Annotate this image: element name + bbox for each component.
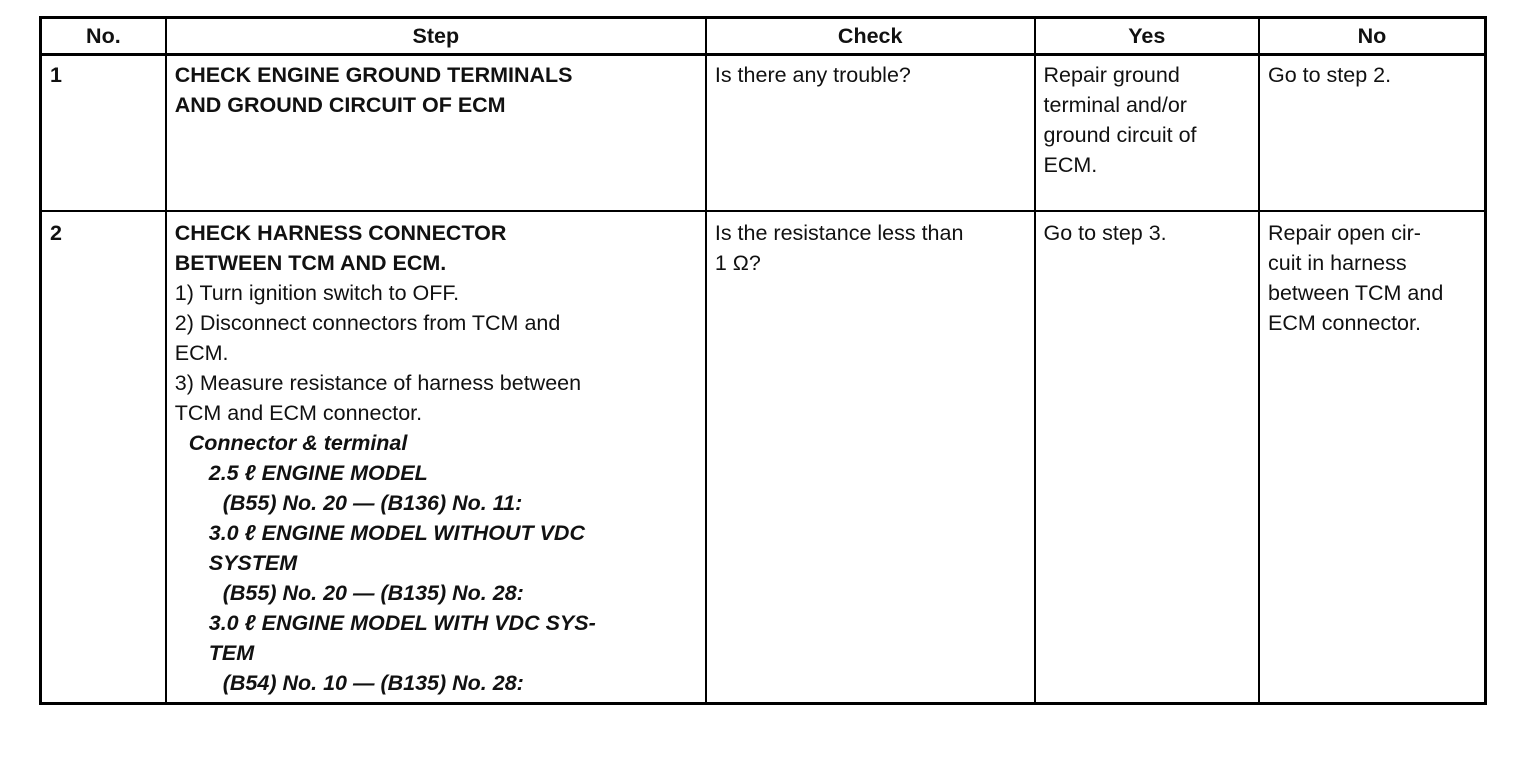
table-row — [41, 55, 1486, 212]
spec-line: TEM — [208, 641, 255, 665]
step-instruction: 2) Disconnect connectors from TCM and — [174, 311, 561, 335]
step-number: 2 — [41, 211, 166, 704]
step-instruction: 3) Measure resistance of harness between — [174, 371, 582, 395]
header-no: No. — [41, 18, 166, 55]
step-instruction: ECM. — [174, 341, 229, 365]
step-title-line: CHECK HARNESS CONNECTOR — [174, 221, 507, 245]
no-cell — [1259, 211, 1486, 704]
yes-text: ECM. — [1043, 153, 1098, 177]
step-content — [166, 211, 706, 704]
no-cell — [1259, 55, 1486, 212]
spec-line: 3.0 ℓ ENGINE MODEL WITH VDC SYS- — [208, 611, 596, 635]
no-text: between TCM and — [1267, 281, 1444, 305]
spec-heading: Connector & terminal — [188, 431, 408, 455]
diagnostic-table — [39, 16, 1487, 705]
spec-line: (B55) No. 20 — (B136) No. 11: — [222, 491, 523, 515]
yes-text: ground circuit of — [1043, 123, 1197, 147]
yes-text: terminal and/or — [1043, 93, 1187, 117]
spec-line: 3.0 ℓ ENGINE MODEL WITHOUT VDC — [208, 521, 585, 545]
spec-line: (B55) No. 20 — (B135) No. 28: — [222, 581, 524, 605]
step-title-line: AND GROUND CIRCUIT OF ECM — [174, 93, 506, 117]
header-no-result: No — [1259, 18, 1486, 55]
no-text: Go to step 2. — [1267, 63, 1392, 87]
step-title-line: CHECK ENGINE GROUND TERMINALS — [174, 63, 573, 87]
header-step: Step — [166, 18, 706, 55]
spec-line: 2.5 ℓ ENGINE MODEL — [208, 461, 428, 485]
yes-cell — [1035, 211, 1259, 704]
yes-text: Go to step 3. — [1043, 221, 1167, 245]
check-text: 1 Ω? — [714, 251, 761, 275]
step-number: 1 — [41, 55, 166, 212]
header-check: Check — [706, 18, 1035, 55]
no-text: cuit in harness — [1267, 251, 1407, 275]
no-text: ECM connector. — [1267, 311, 1421, 335]
step-title-line: BETWEEN TCM AND ECM. — [174, 251, 447, 275]
check-cell — [706, 211, 1035, 704]
header-yes: Yes — [1035, 18, 1259, 55]
step-title — [166, 55, 706, 212]
table-header-row — [41, 18, 1486, 55]
spec-line: (B54) No. 10 — (B135) No. 28: — [222, 671, 524, 695]
check-cell — [706, 55, 1035, 212]
step-instruction: 1) Turn ignition switch to OFF. — [174, 281, 460, 305]
yes-text: Repair ground — [1043, 63, 1180, 87]
yes-cell — [1035, 55, 1259, 212]
spec-line: SYSTEM — [208, 551, 298, 575]
table-row — [41, 211, 1486, 704]
step-instruction: TCM and ECM connector. — [174, 401, 423, 425]
check-text: Is the resistance less than — [714, 221, 964, 245]
check-text: Is there any trouble? — [714, 63, 911, 87]
no-text: Repair open cir- — [1267, 221, 1421, 245]
